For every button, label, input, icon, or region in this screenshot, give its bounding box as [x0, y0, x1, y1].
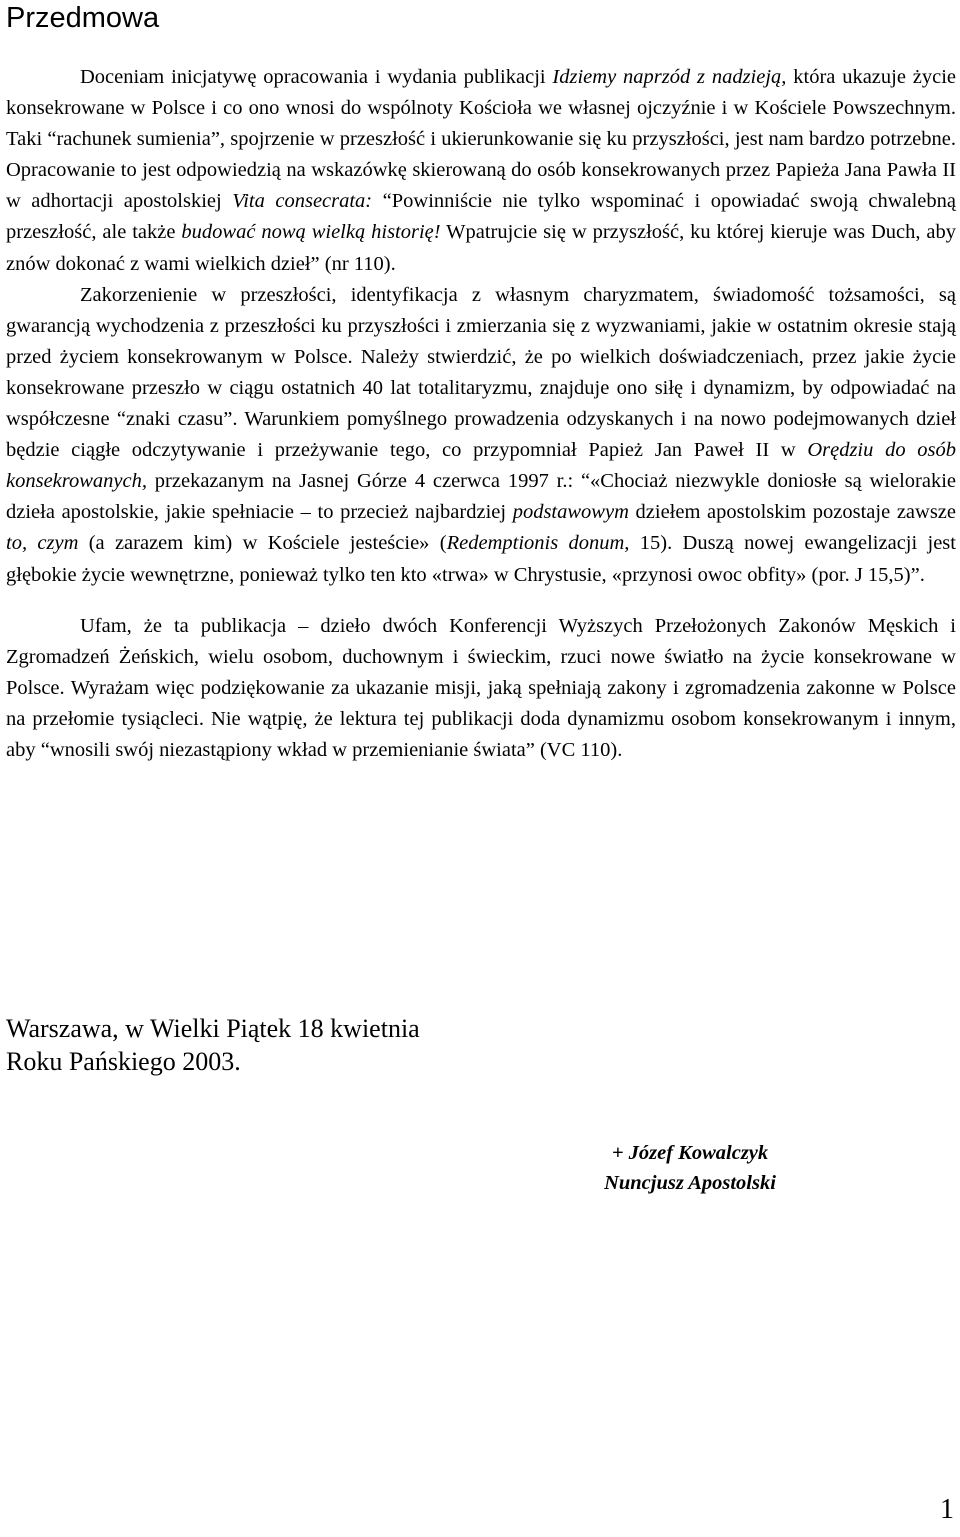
- place-date-line-1: Warszawa, w Wielki Piątek 18 kwietnia: [6, 1014, 420, 1043]
- page-title: Przedmowa: [6, 2, 160, 34]
- italic-text-segment: budować nową wielką historię!: [181, 221, 441, 244]
- place-date-line-2: Roku Pańskiego 2003.: [6, 1047, 241, 1076]
- paragraph-2: [6, 280, 956, 591]
- italic-text-segment: to, czym: [6, 532, 79, 555]
- signature-role: Nuncjusz Apostolski: [604, 1172, 776, 1194]
- paragraph-1: [6, 62, 956, 280]
- text-segment: “Powinniście nie tylko wspominać i opowiadać swoją chwalebną przeszłość, ale także: [6, 190, 956, 244]
- text-segment: Zakorzenienie w przeszłości, identyfikacja z własnym charyzmatem, świadomość tożsamości, są gwarancją wychodzenia z przeszłości ku przyszłości i zmierzania się z wyzwaniami, jakie w ostatnim okresie stają przed życiem konsekrowanym w Polsce. Należy stwierdzić, że po wielkich doświadczeniach, przez jakie życie konsekrowane przeszło w ciągu ostatnich 40 lat totalitaryzmu, znajduje ono siłę i dynamizm, by odpowiadać na współczesne “znaki czasu”. Warunkiem pomyślnego prowadzenia odzyskanych i na nowo podejmowanych dzieł będzie ciągłe odczytywanie i przeżywanie tego, co przypomniał Papież Jan Paweł II w: [6, 283, 956, 462]
- italic-text-segment: Idziemy naprzód z nadzieją,: [552, 66, 787, 88]
- body-text: [6, 62, 956, 766]
- page-number: 1: [940, 1494, 954, 1525]
- paragraph-gap: [6, 591, 956, 611]
- text-segment: Doceniam inicjatywę opracowania i wydania publikacji: [80, 66, 553, 88]
- text-segment: dziełem apostolskim pozostaje zawsze: [628, 501, 956, 524]
- text-segment: Ufam, że ta publikacja – dzieło dwóch Konferencji Wyższych Przełożonych Zakonów Męskich i Zgromadzeń Żeńskich, wielu osobom, duchownym i świeckim, rzuci nowe światło na życie konsekrowane w Polsce. Wyrażam więc podziękowanie za ukazanie misji, jaką spełniają zakony i zgromadzenia zakonne w Polsce na przełomie tysiącleci. Nie wątpię, że lektura tej publikacji doda dynamizmu osobom konsekrowanym i innym, aby “wnosili swój niezastąpiony wkład w przemienianie świata” (VC 110).: [6, 614, 956, 761]
- paragraph-3: [6, 611, 956, 766]
- italic-text-segment: Orędziu do osób konsekrowanych,: [6, 439, 956, 493]
- signature-name: + Józef Kowalczyk: [611, 1142, 769, 1164]
- text-segment: (a zarazem kim) w Kościele jesteście» (: [78, 532, 447, 555]
- italic-text-segment: Redemptionis donum,: [446, 532, 630, 555]
- text-segment: która ukazuje życie konsekrowane w Polsce i co ono wnosi do wspólnoty Kościoła we własnej ojczyźnie i w Kościele Powszechnym. Taki “rachunek sumienia”, spojrzenie w przeszłość i ukierunkowanie się ku przyszłości, jest nam bardzo potrzebne. Opracowanie to jest odpowiedzią na wskazówkę skierowaną do osób konsekrowanych przez Papieża Jana Pawła II w adhortacji apostolskiej: [6, 66, 956, 213]
- italic-text-segment: podstawowym: [512, 501, 629, 524]
- text-segment: Wpatrujcie się w przyszłość, ku której kieruje was Duch, aby znów dokonać z wami wielkich dzieł” (nr 110).: [6, 221, 956, 275]
- signature-block: [560, 1138, 820, 1198]
- italic-text-segment: Vita consecrata:: [232, 190, 373, 213]
- text-segment: 15). Duszą nowej ewangelizacji jest głębokie życie wewnętrzne, ponieważ tylko ten kto «trwa» w Chrystusie, «przynosi owoc obfity» (por. J 15,5)”.: [6, 532, 956, 586]
- place-and-date: [6, 1012, 420, 1078]
- text-segment: przekazanym na Jasnej Górze 4 czerwca 1997 r.: “«Chociaż niezwykle doniosłe są wielorakie dzieła apostolskie, jakie spełniacie – to przecież najbardziej: [6, 470, 956, 524]
